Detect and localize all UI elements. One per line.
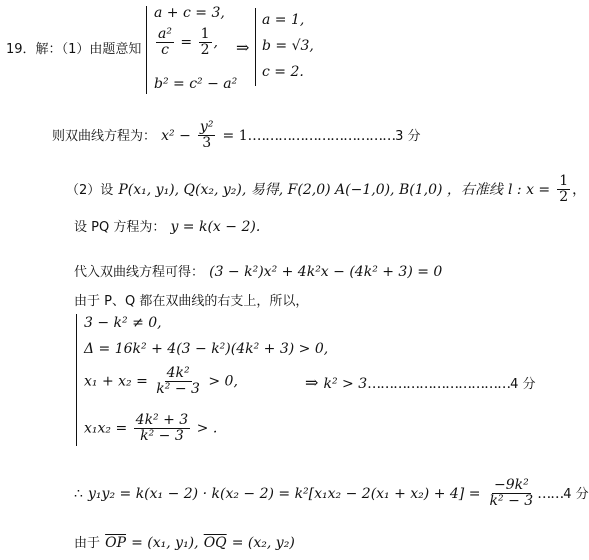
pq-equation-line: 设 PQ 方程为： y = k(x − 2). — [74, 219, 261, 235]
implies-arrow: ⇒ — [236, 38, 250, 57]
hyperbola-equation-line: 则双曲线方程为： x² − $\frac{\text{y²}}{3}$ = 1.……………………………3 分 — [52, 119, 421, 151]
system2-b: b = √3, — [262, 38, 314, 54]
substitution-line: 代入双曲线方程可得： (3 − k²)x² + 4k²x − (4k² + 3) = 0 — [74, 264, 443, 280]
system2-a: a = 1, — [262, 12, 305, 28]
system1-eq1: a + c = 3, — [154, 5, 225, 21]
condition-3: x₁ + x₂ = $\frac{\text{4k²}}{\text{k² − 3}}$ > 0, — [84, 365, 238, 397]
condition-4: x₁x₂ = $\frac{\text{4k² + 3}}{\text{k² − 3}}$ > . — [84, 412, 218, 444]
left-brace-system2 — [255, 8, 256, 86]
left-brace-system3 — [76, 314, 77, 446]
system1-eq3: b² = c² − a² — [154, 76, 238, 92]
part2-setup-line: （2）设 P(x₁, y₁), Q(x₂, y₂), 易得, F(2,0) A(−1,0), B(1,0) ，右准线 l : x = $\frac{1}{2}$ ， — [66, 173, 587, 205]
left-brace-system1 — [146, 6, 147, 94]
system2-c: c = 2. — [262, 64, 304, 80]
condition-2: Δ = 16k² + 4(3 − k²)(4k² + 3) > 0, — [84, 341, 329, 357]
vector-line: 由于 $\overline{OP} = (x_1$, y₁), $\overline{OQ} = (x_2$, y₂) — [74, 535, 295, 551]
condition-1: 3 − k² ≠ 0, — [84, 315, 162, 331]
system1-eq2: $\frac{\text{a²}}{c}$ = $\frac{1}{2}$ , — [158, 26, 218, 58]
k-squared-conclusion: ⇒ k² > 3……………………………4 分 — [305, 373, 536, 392]
product-line: ∴ y₁y₂ = k(x₁ − 2) · k(x₂ − 2) = k²[x₁x₂ − 2(x₁ + x₂) + 4] = $\frac{\text{−9k²}}{\text{k² − 3}}$ ……4 分 — [74, 477, 589, 509]
right-branch-line: 由于 P、Q 都在双曲线的右支上，所以， — [74, 294, 309, 309]
problem-number: 19．解：（1）由题意知 — [6, 42, 142, 57]
